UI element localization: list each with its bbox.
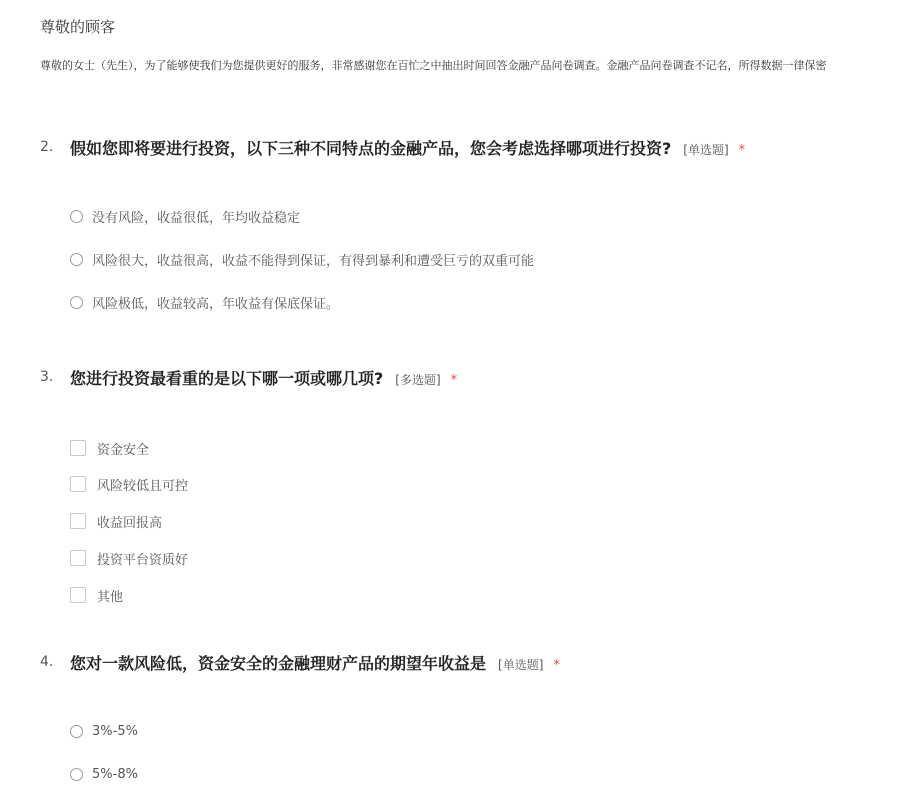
- question-header: [0, 136, 900, 160]
- question-4: [0, 651, 900, 675]
- q3-option-3[interactable]: [70, 511, 162, 531]
- question-number: 4.: [40, 654, 54, 670]
- checkbox[interactable]: [70, 513, 86, 529]
- required-mark: *: [553, 658, 560, 673]
- question-3: [0, 366, 900, 390]
- required-mark: *: [450, 373, 458, 388]
- required-mark: *: [738, 143, 746, 158]
- checkbox[interactable]: [70, 440, 86, 456]
- option-label: 没有风险，收益很低，年均收益稳定: [92, 210, 301, 226]
- question-title: [70, 136, 745, 159]
- question-header: [0, 366, 900, 390]
- question-type-label: [单选题]: [683, 143, 729, 157]
- radio-button[interactable]: [70, 253, 83, 266]
- question-number: 2.: [40, 139, 54, 155]
- radio-button[interactable]: [70, 725, 83, 738]
- q3-option-1[interactable]: [70, 438, 149, 458]
- question-title: [70, 366, 457, 389]
- question-title-text: 您进行投资最看重的是以下哪一项或哪几项?: [70, 369, 384, 388]
- q2-option-3[interactable]: [70, 292, 339, 312]
- option-label: 投资平台资质好: [97, 552, 189, 568]
- q3-option-5[interactable]: [70, 585, 123, 605]
- question-title-text: 您对一款风险低，资金安全的金融理财产品的期望年收益是: [70, 654, 487, 673]
- q2-option-1[interactable]: [70, 206, 300, 226]
- q2-option-2[interactable]: [70, 249, 534, 269]
- checkbox[interactable]: [70, 587, 86, 603]
- radio-button[interactable]: [70, 296, 83, 309]
- q4-option-1[interactable]: [70, 721, 138, 741]
- question-number: 3.: [40, 369, 54, 385]
- question-2: [0, 136, 900, 160]
- option-label: 风险极低，收益较高，年收益有保底保证。: [92, 296, 340, 312]
- question-title-text: 假如您即将要进行投资，以下三种不同特点的金融产品，您会考虑选择哪项进行投资?: [70, 139, 672, 158]
- radio-button[interactable]: [70, 210, 83, 223]
- option-label: 其他: [97, 589, 124, 605]
- question-type-label: [单选题]: [498, 658, 544, 672]
- option-label: 3%-5%: [92, 723, 138, 739]
- intro-text: 尊敬的女士（先生），为了能够使我们为您提供更好的服务，非常感谢您在百忙之中抽出时间回答金融产品问卷调查。金融产品问卷调查不记名，所得数据一律保密: [40, 59, 827, 72]
- checkbox[interactable]: [70, 550, 86, 566]
- radio-button[interactable]: [70, 768, 83, 781]
- checkbox[interactable]: [70, 476, 86, 492]
- q3-option-4[interactable]: [70, 548, 188, 568]
- q4-option-2[interactable]: [70, 764, 138, 784]
- option-label: 风险较低且可控: [97, 478, 189, 494]
- question-title: [70, 651, 560, 674]
- question-type-label: [多选题]: [395, 373, 441, 387]
- question-header: [0, 651, 900, 675]
- option-label: 风险很大，收益很高，收益不能得到保证，有得到暴利和遭受巨亏的双重可能: [92, 253, 535, 269]
- q3-option-2[interactable]: [70, 474, 188, 494]
- option-label: 5%-8%: [92, 766, 138, 782]
- option-label: 资金安全: [97, 442, 150, 458]
- greeting-title: 尊敬的顾客: [40, 18, 116, 36]
- option-label: 收益回报高: [97, 515, 163, 531]
